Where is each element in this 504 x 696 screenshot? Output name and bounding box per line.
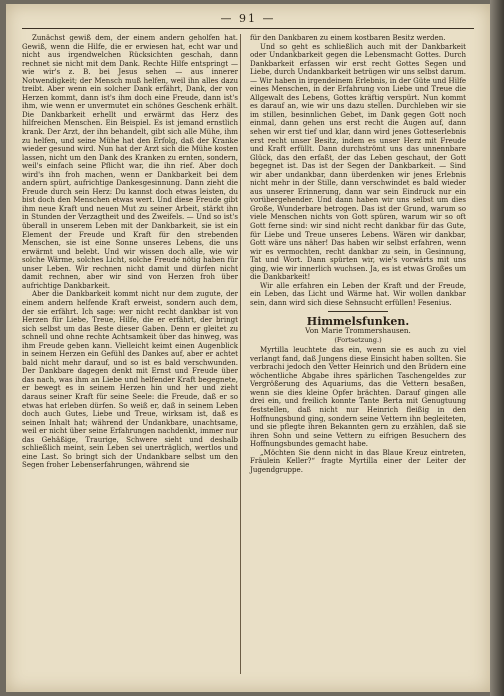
left-paragraph-2: Aber die Dankbarkeit kommt nicht nur dem zugute, der einem andern helfende Kraft erweist, sondern auch dem, der sie erfährt. Ich sage: wer nicht recht dankbar ist von Herzen für Liebe, Treue, Hilfe, die er erfährt, der bringt sich selbst um das Beste dieser Gaben. Denn er gleitet zu schnell und ohne rechte Achtsamkeit über das hinweg, was ihm Freude geben kann. Vielleicht keimt einen Augenblick in seinem Herzen ein Gefühl des Dankes auf, aber er achtet bald nicht mehr darauf, und so ist es bald verschwunden. Der Dankbare dagegen denkt mit Ernst und Freude über das nach, was ihm an Liebe und helfender Kraft begegnete, er bewegt es in seinem Herzen hin und her und zieht daraus seiner Kraft für seine Seele: die Freude, daß er so etwas hat erleben dürfen. So weiß er, daß in seinem Leben doch auch Gutes, Liebe und Treue, wirksam ist, daß es seinen Inhalt hat; während der Undankbare, unachtsame, weil er nicht über seine Erfahrungen nachdenkt, immer nur das Gehäßige, Traurige, Schwere sieht und deshalb schließlich meint, sein Leben sei unerträglich, wertlos und eine Last. So bringt sich der Undankbare selbst um den Segen froher Lebenserfahrungen, während sie	[22, 289, 238, 470]
book-edge	[490, 0, 504, 696]
right-paragraph-1: für den Dankbaren zu einem kostbaren Besitz werden.	[250, 33, 446, 42]
right-paragraph-3: Wir alle erfahren ein Leben der Kraft und der Freude, ein Leben, das Licht und Wärme hat. Wir wollen dankbar sein, dann wird sich diese Sehnsucht erfüllen! Fesenius.	[250, 280, 466, 307]
right-paragraph-2: Und so geht es schließlich auch mit der Dankbarkeit oder Undankbarkeit gegen die Lebensmacht Gottes. Durch Dankbarkeit erfassen wir erst recht Gottes Segen und Liebe, durch Undankbarkeit betrügen wir uns selbst darum. — Wir haben in irgendeinem Erlebnis, in der Güte und Hilfe eines Menschen, in der Erfahrung von Liebe und Treue die Allgewalt des Lebens, Gottes kräftig verspürt. Nun kommt es darauf an, wie wir uns dazu stellen. Durchleben wir sie im stillen, besinnlichen Gebet, im Dank gegen Gott noch einmal, dann gehen uns erst recht die Augen auf, dann sehen wir erst tief und klar, dann wird jenes Gotteserlebnis erst recht unser Besitz, indem es unser Herz mit Freude und Kraft erfüllt. Dann durchströmt uns das unnennbare Glück, das den erfaßt, der das Leben geschaut, der Gott begegnet ist. Das ist der Segen der Dankbarkeit. — Sind wir aber undankbar, dann überdenken wir jenes Erlebnis nicht mehr in der Stille, dann verschwindet es bald wieder aus unserer Erinnerung, dann war sein Eindruck nur ein vorübergehender. Und dann haben wir uns selbst um dies Große, Wunderbare betrogen. Das ist der Grund, warum so viele Menschen nichts von Gott spüren, warum wir so oft Gott ferne sind: wir sind nicht recht dankbar für das Gute, für Liebe und Treue unseres Lebens. Wären wir dankbar, Gott wäre uns näher! Das haben wir selbst erfahren, wenn wir es vermochten, recht dankbar zu sein, in Gesinnung, Tat und Wort. Dann spürten wir, wie's vorwärts mit uns ging, wie wir innerlich wuchsen. Ja, es ist etwas Großes um die Dankbarkeit!	[250, 41, 466, 282]
story-continuation: (Fortsetzung.)	[334, 335, 382, 344]
page-number: — 91 —	[220, 12, 276, 25]
story-paragraph-1: Myrtilla leuchtete das ein, wenn sie es auch zu viel verlangt fand, daß Jungens diese Einsicht haben sollten. Sie verbrachi jedoch den Vetter Heinrich und den Brüdern eine wöchentliche Abgabe ihres spärlichen Taschengeldes zur Vergrößerung des Aquariums, das die Vettern besaßen, wenn sie dies kleine Opfer brächten. Darauf gingen alle drei ein, und freilich konnte Tante Berta mit Genugtuung feststellen, daß nicht nur Heinrich fleißig in den Hoffnungsbund ging, sondern seine Vettern ihn begleiteten, und sie pflegte ihren Bekannten gern zu erzählen, daß sie ihren Sohn und seine Vettern zu eifrigen Besuchern des Hoffnungsbundes gemacht habe.	[250, 345, 466, 449]
left-paragraph-1: Zunächst gewiß dem, der einem andern geholfen hat. Gewiß, wenn die Hilfe, die er erwiesen hat, echt war und nicht aus irgendwelchen Rücksichten geschah, dann rechnet sie nicht mit dem Dank. Rechte Hilfe entspringt — wie wir's z. B. bei Jesus sehen — aus innerer Notwendigkeit; der Mensch muß helfen, weil ihn alles dazu treibt. Aber wenn ein solcher Dank erfährt, Dank, der von Herzen kommt, dann ist's ihm doch eine Freude, dann ist's ihm, wie wenn er unvermutet ein schönes Geschenk erhält. Die Dankbarkeit erhellt und erwärmt das Herz des hilfreichen Menschen. Ein Beispiel. Es ist jemand ernstlich krank. Der Arzt, der ihn behandelt, gibt sich alle Mühe, ihm zu helfen, und seine Mühe hat den Erfolg, daß der Kranke wieder gesund wird. Nun hat der Arzt sich die Mühe kosten lassen, nicht um den Dank des Kranken zu ernten, sondern, weil's einfach seine Pflicht war, die ihn rief. Aber doch wird's ihn froh machen, wenn er Dankbarkeit bei dem andern spürt, aufrichtige Dankesgesinnung. Dann zieht die Freude durch sein Herz: Du kannst doch etwas leisten, du bist doch den Menschen etwas wert. Und diese Freude gibt ihm neue Kraft und neuen Mut zu seiner Arbeit, stärkt ihn in Stunden der Verzagtheit und des Zweifels. — Und so ist's überall in unserem Leben mit der Dankbarkeit, sie ist ein Element der Freude und Kraft für den strebenden Menschen, sie ist eine Sonne unseres Lebens, die uns erwärmt und belebt. Und wir wissen doch alle, wie wir solche Wärme, solches Licht, solche Freude nötig haben für unser Leben. Wir rechnen nicht damit und dürfen nicht damit rechnen, aber wir sind von Herzen froh über aufrichtige Dankbarkeit.	[22, 33, 238, 290]
left-column	[22, 34, 238, 470]
column-divider	[240, 34, 241, 674]
story-paragraph-2: „Möchten Sie denn nicht in das Blaue Kreuz eintreten, Fräulein Keller?“ fragte Myrtilla einer der Leiter der Jugendgruppe.	[250, 447, 466, 474]
header-rule	[22, 28, 474, 29]
right-column	[250, 34, 466, 474]
section-separator	[328, 311, 388, 312]
story-title: Himmelsfunken.	[306, 314, 410, 328]
story-author: Von Marie Trommershausen.	[305, 326, 411, 336]
book-page	[6, 4, 490, 692]
